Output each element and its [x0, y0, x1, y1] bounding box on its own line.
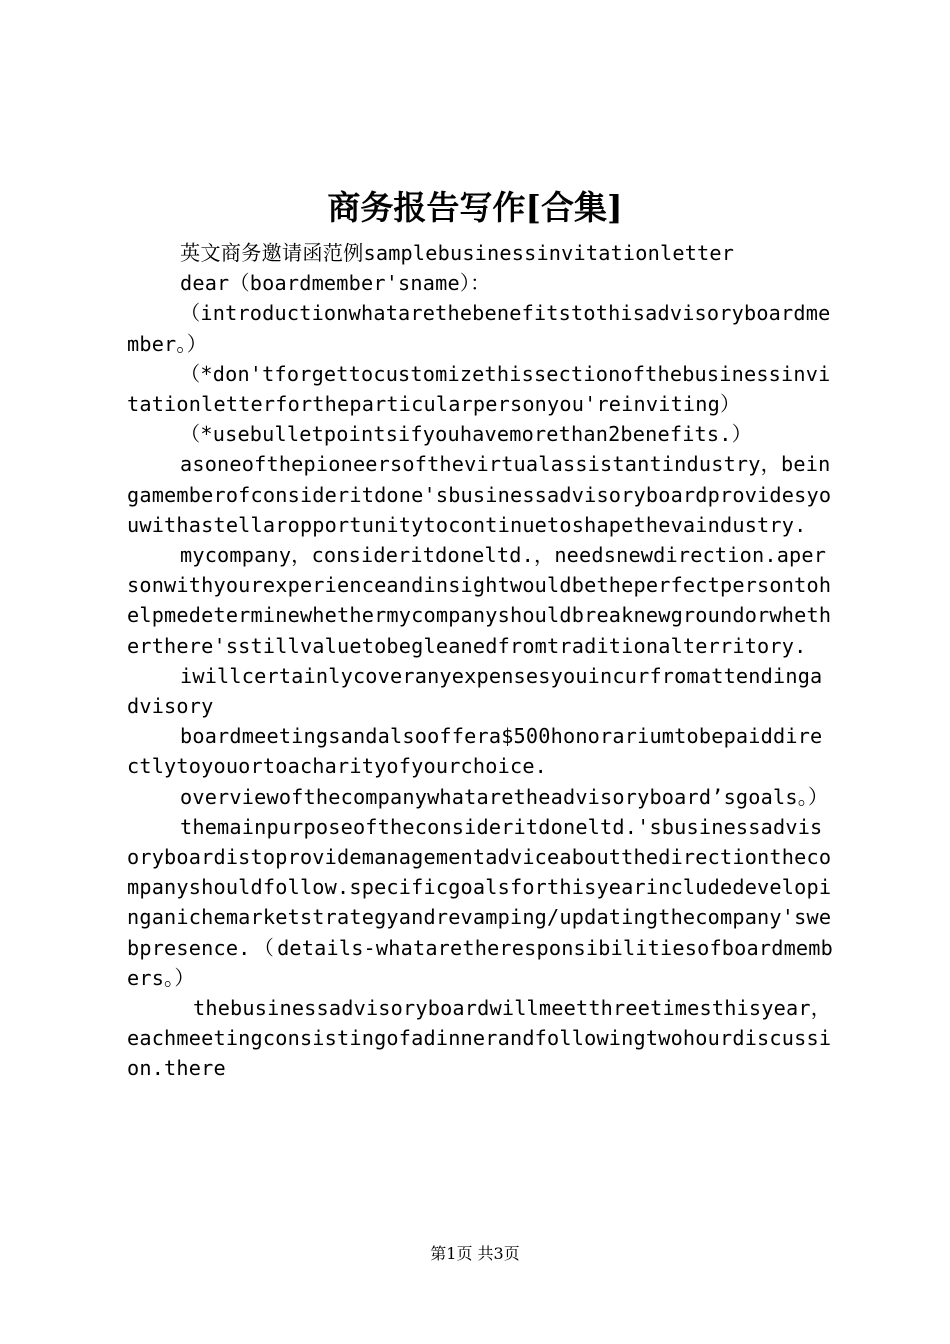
paragraph-honorarium: boardmeetingsandalsooffera$500honorariumtobepaiddirectlytoyouortoacharityofyourchoice. — [127, 724, 823, 779]
paragraph-meetings: thebusinessadvisoryboardwillmeetthreetimesthisyear，eachmeetingconsistingofadinnerandfollowingtwohourdiscussion.there — [127, 996, 832, 1081]
paragraph-pioneer: asoneofthepioneersofthevirtualassistantindustry，beingamemberofconsideritdone'sbusinessadvisoryboardprovidesyouwithastellaropportunitytocontinuetoshapethevaindustry. — [127, 452, 832, 537]
paragraph-company-direction: mycompany，consideritdoneltd.，needsnewdirection.apersonwithyourexperienceandinsightwouldbetheperfectpersontohelpmedeterminewhethermycompanyshouldbreaknewgroundorwhetherthere'sstillvaluetobegleanedfromtraditionalterritory. — [127, 543, 832, 658]
page-footer: 第1页 共3页 — [430, 1244, 520, 1263]
document-title: 商务报告写作[合集] — [327, 188, 623, 227]
document-body — [127, 238, 833, 1084]
paragraph-bullet-note: （*usebulletpointsifyouhavemorethan2benefits.） — [180, 422, 752, 447]
paragraph-intro-heading: 英文商务邀请函范例samplebusinessinvitationletter — [180, 241, 735, 265]
paragraph-main-purpose: themainpurposeoftheconsideritdoneltd.'sbusinessadvisoryboardistoprovidemanagementadviceaboutthedirectionthecompanyshouldfollow.specificgoalsforthisyearincludedevelopinganichemarketstrategyandrevamping/updatingthecompany'swebpresence.（details-whataretheresponsibilitiesofboardmembers。） — [127, 814, 833, 990]
paragraph-overview-note: overviewofthecompanywhataretheadvisoryboard’sgoals。） — [180, 784, 829, 809]
paragraph-customize-note: （*don'tforgettocustomizethissectionofthebusinessinvitationletterfortheparticularpersonyou'reinviting） — [127, 361, 831, 417]
paragraph-introduction-note: （introductionwhatarethebenefitstothisadvisoryboardmember。） — [127, 301, 831, 356]
paragraph-expenses: iwillcertainlycoveranyexpensesyouincurfromattendingadvisory — [127, 663, 823, 719]
paragraph-salutation: dear（boardmember'sname）： — [180, 271, 491, 296]
